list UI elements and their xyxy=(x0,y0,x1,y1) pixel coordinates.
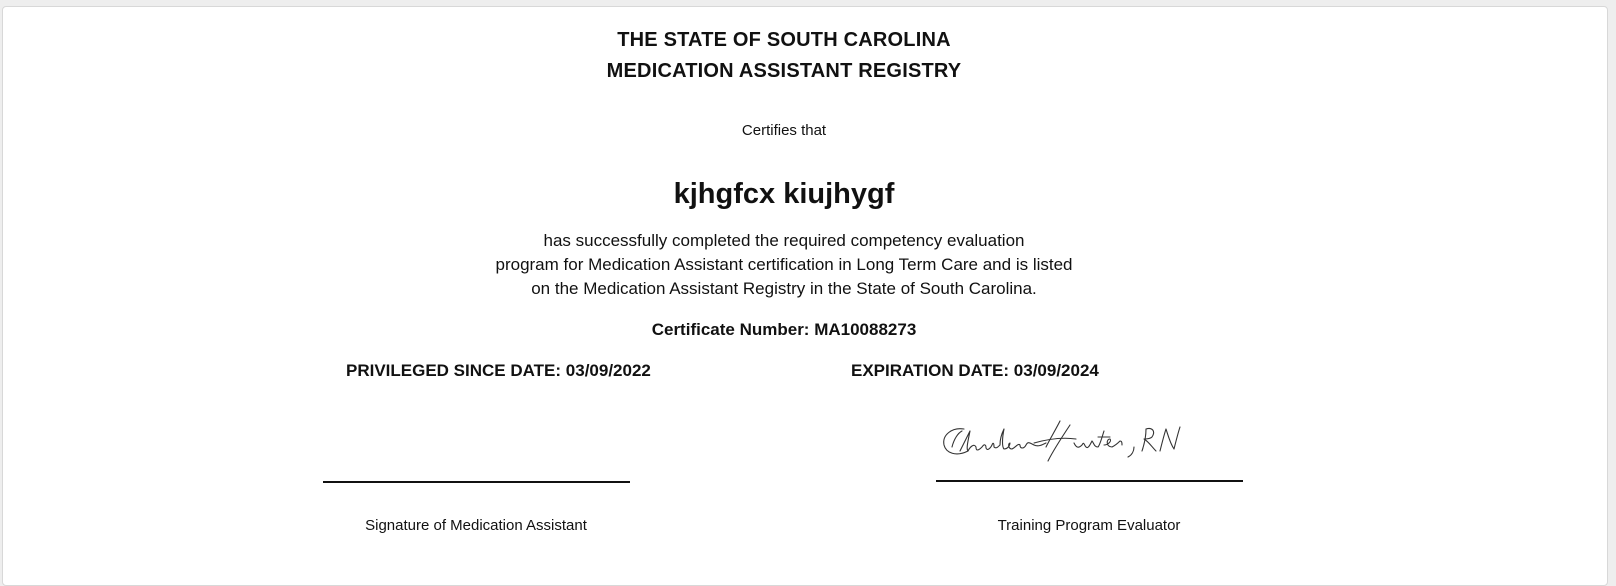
registry-title: MEDICATION ASSISTANT REGISTRY xyxy=(606,60,962,82)
certificate-page xyxy=(2,6,1608,586)
certificate-number xyxy=(652,320,917,340)
certificate-holder-name: kjhgfcx kiujhygf xyxy=(673,178,895,210)
assistant-signature-label: Signature of Medication Assistant xyxy=(365,517,587,534)
evaluator-signature-image xyxy=(938,417,1188,469)
privileged-since-date xyxy=(346,361,651,381)
evaluator-label: Training Program Evaluator xyxy=(997,517,1181,534)
expiration-label: EXPIRATION DATE: xyxy=(851,361,1010,380)
expiration-date xyxy=(851,361,1099,381)
statement-line-2: program for Medication Assistant certification in Long Term Care and is listed xyxy=(495,255,1073,274)
privileged-since-value: 03/09/2022 xyxy=(565,361,651,380)
privileged-since-label: PRIVILEGED SINCE DATE: xyxy=(346,361,562,380)
certificate-number-value: MA10088273 xyxy=(814,320,917,339)
evaluator-signature-line xyxy=(936,480,1243,482)
state-title: THE STATE OF SOUTH CAROLINA xyxy=(617,29,951,51)
statement-line-3: on the Medication Assistant Registry in the State of South Carolina. xyxy=(531,279,1037,298)
statement-line-1: has successfully completed the required competency evaluation xyxy=(543,231,1025,250)
certifies-that-text: Certifies that xyxy=(741,122,827,139)
assistant-signature-line xyxy=(323,481,630,483)
expiration-value: 03/09/2024 xyxy=(1013,361,1099,380)
certificate-number-label: Certificate Number: xyxy=(651,320,810,339)
